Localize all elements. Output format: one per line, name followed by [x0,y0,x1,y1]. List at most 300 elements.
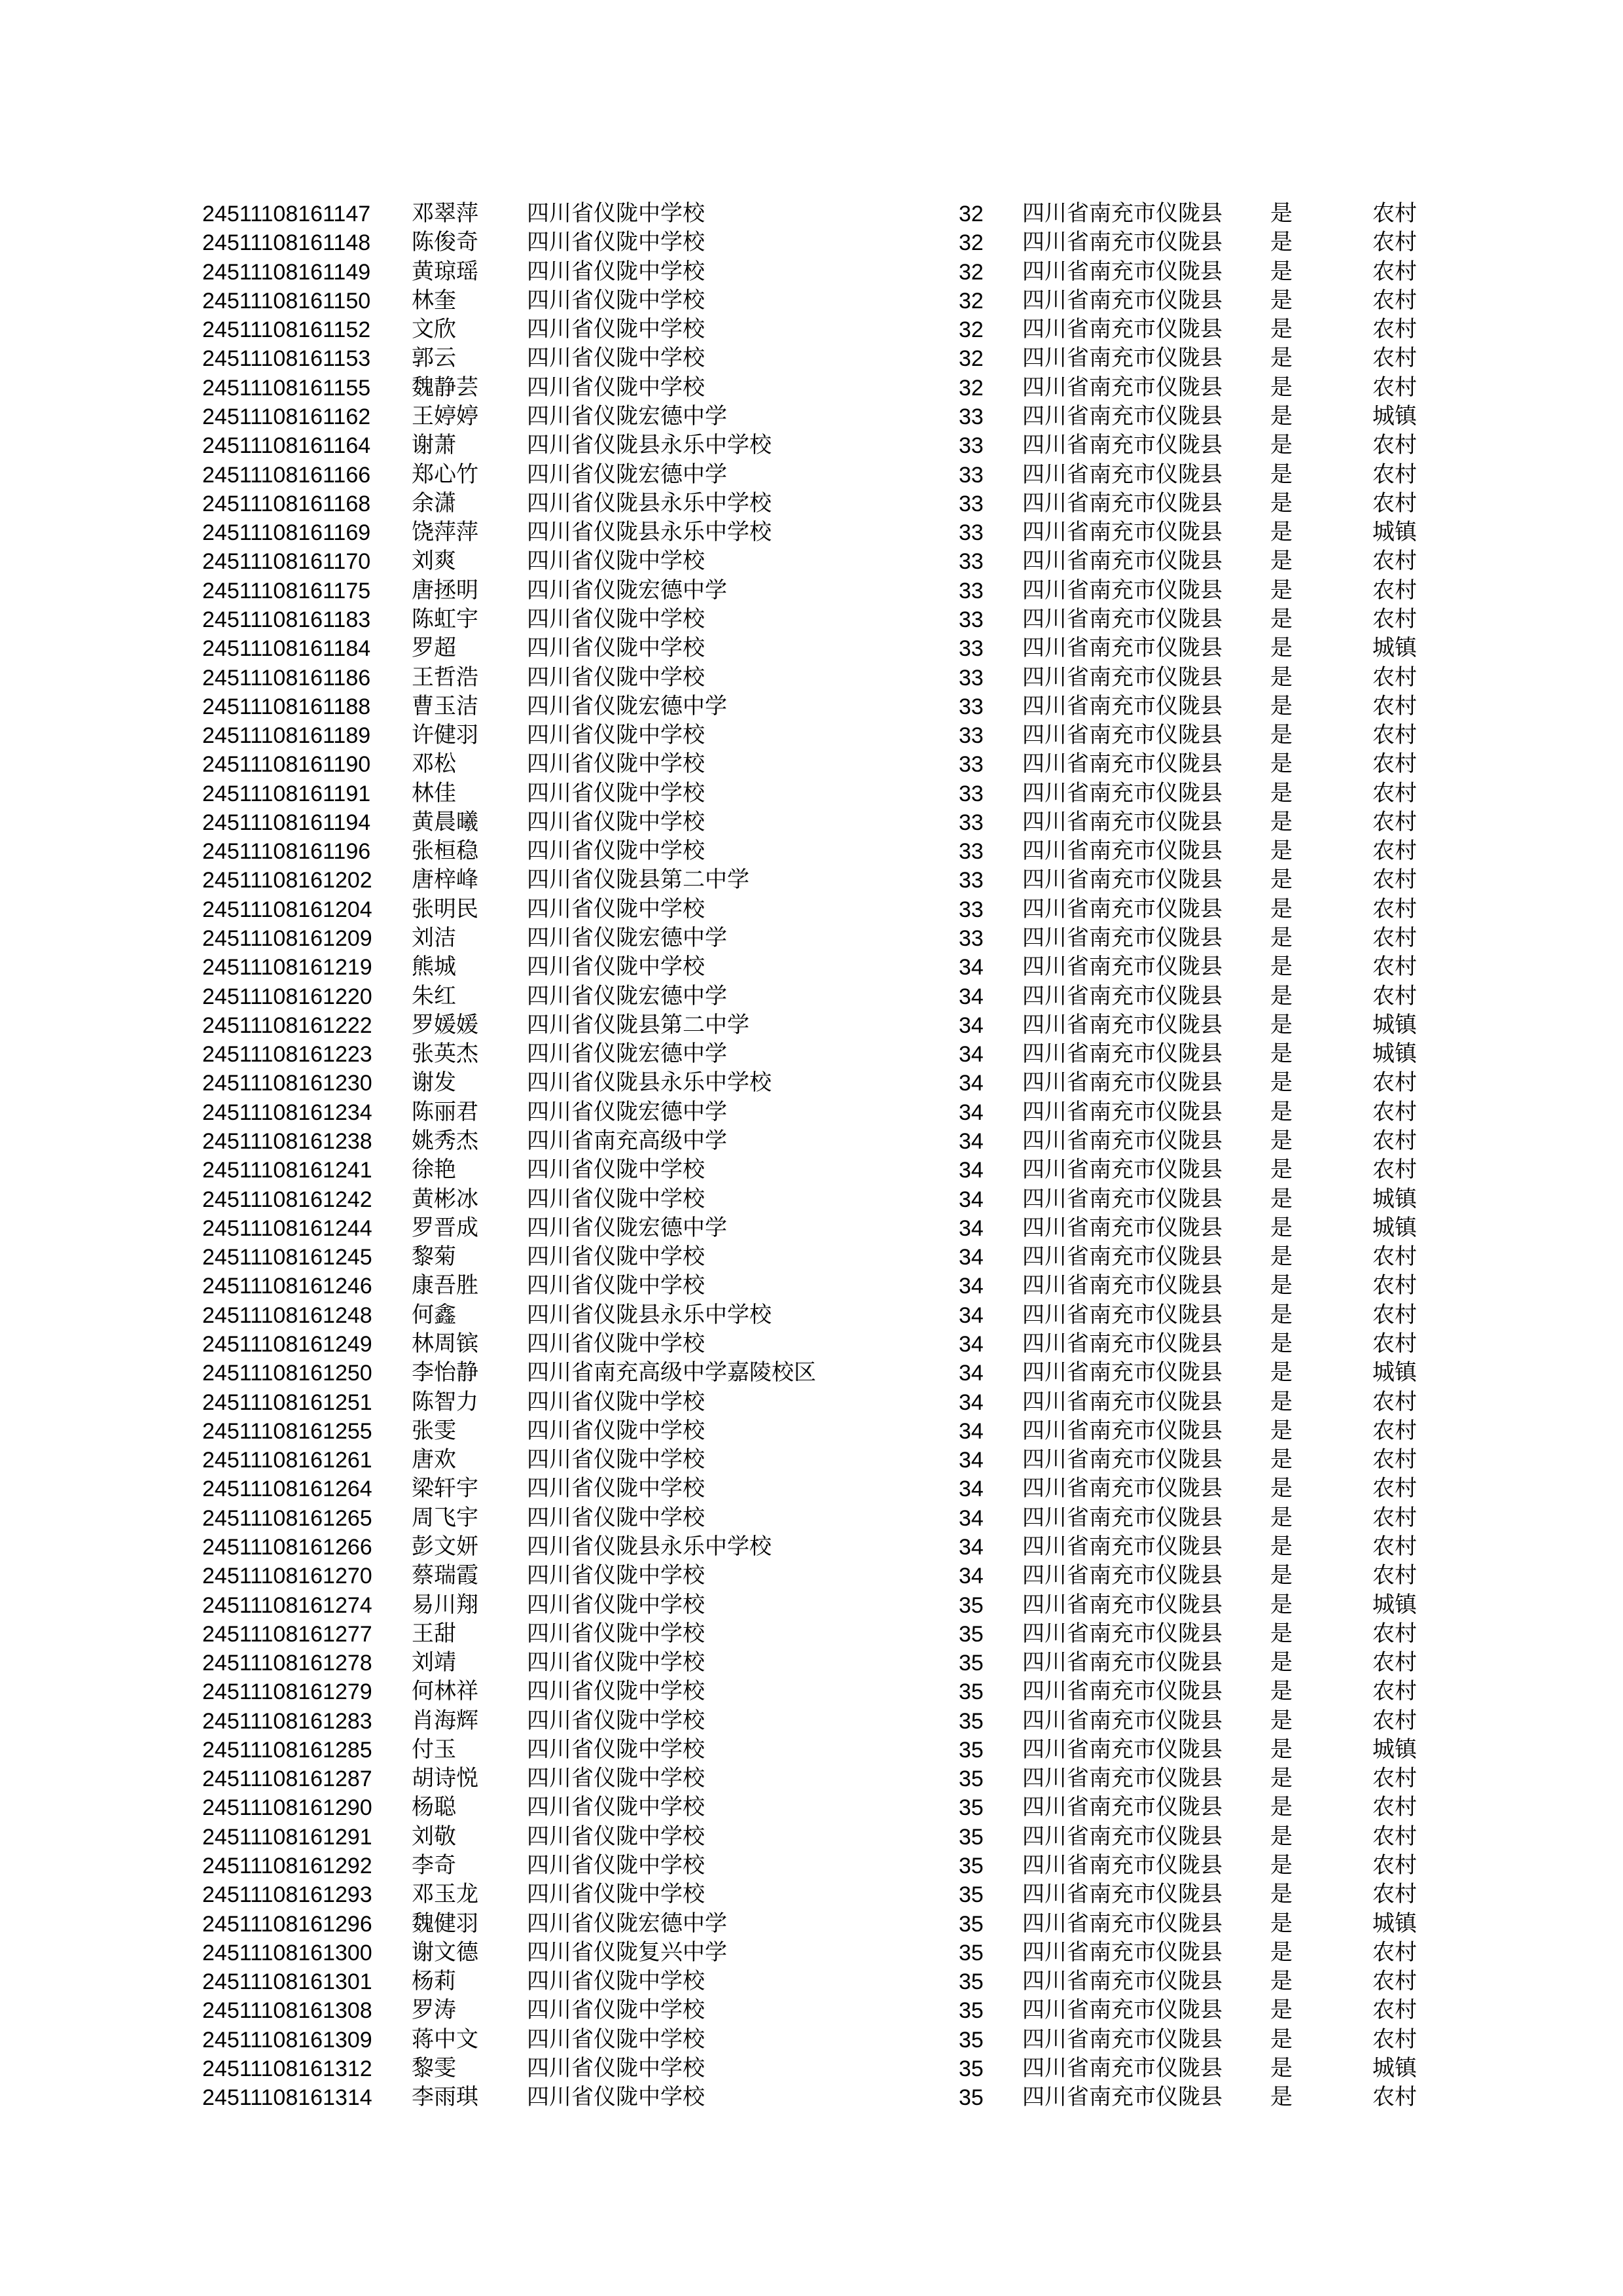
school-cell: 四川省仪陇中学校 [527,636,705,661]
student-name-cell: 张雯 [412,1418,456,1443]
student-id-cell: 24511108161296 [202,1911,372,1937]
student-name-cell: 林佳 [412,781,456,806]
flag-cell: 是 [1270,1679,1293,1704]
area-type-cell: 农村 [1372,491,1417,516]
table-row [0,1243,1623,1272]
school-cell: 四川省仪陇中学校 [527,346,705,371]
table-row [0,895,1623,924]
school-cell: 四川省仪陇中学校 [527,1331,705,1356]
flag-cell: 是 [1270,1767,1293,1791]
flag-cell: 是 [1270,694,1293,719]
school-cell: 四川省仪陇中学校 [527,1418,705,1443]
region-cell: 四川省南充市仪陇县 [1022,1882,1222,1907]
region-cell: 四川省南充市仪陇县 [1022,926,1222,951]
area-type-cell: 城镇 [1372,1361,1417,1386]
flag-cell: 是 [1270,1854,1293,1878]
score-cell: 32 [959,317,984,343]
student-id-cell: 24511108161149 [202,259,371,285]
table-row [0,1127,1623,1156]
region-cell: 四川省南充市仪陇县 [1022,202,1222,226]
student-id-cell: 24511108161264 [202,1477,372,1502]
school-cell: 四川省仪陇中学校 [527,1737,705,1762]
student-id-cell: 24511108161244 [202,1215,372,1241]
score-cell: 32 [959,375,984,401]
student-id-cell: 24511108161202 [202,868,372,893]
area-type-cell: 农村 [1372,926,1417,951]
table-row [0,1272,1623,1300]
area-type-cell: 农村 [1372,1795,1417,1820]
area-type-cell: 农村 [1372,230,1417,255]
school-cell: 四川省仪陇中学校 [527,1390,705,1414]
region-cell: 四川省南充市仪陇县 [1022,781,1222,806]
student-id-cell: 24511108161155 [202,375,371,401]
area-type-cell: 农村 [1372,1854,1417,1878]
student-name-cell: 王哲浩 [412,665,478,690]
student-id-cell: 24511108161270 [202,1564,372,1589]
student-id-cell: 24511108161219 [202,955,372,980]
student-id-cell: 24511108161170 [202,549,371,575]
student-name-cell: 罗晋成 [412,1215,478,1240]
student-id-cell: 24511108161283 [202,1708,372,1734]
area-type-cell: 农村 [1372,1331,1417,1356]
student-id-cell: 24511108161186 [202,665,371,691]
student-id-cell: 24511108161309 [202,2027,372,2053]
student-id-cell: 24511108161314 [202,2085,372,2111]
student-id-cell: 24511108161245 [202,1245,372,1270]
student-name-cell: 付玉 [412,1737,456,1762]
region-cell: 四川省南充市仪陇县 [1022,1854,1222,1878]
school-cell: 四川省南充高级中学 [527,1129,727,1153]
area-type-cell: 农村 [1372,868,1417,893]
student-name-cell: 郑心竹 [412,462,478,487]
flag-cell: 是 [1270,404,1293,429]
school-cell: 四川省仪陇县永乐中学校 [527,1071,772,1096]
student-name-cell: 曹玉洁 [412,694,478,719]
score-cell: 35 [959,1767,984,1792]
table-row [0,866,1623,895]
score-cell: 35 [959,1651,984,1676]
flag-cell: 是 [1270,1651,1293,1676]
area-type-cell: 农村 [1372,1679,1417,1704]
student-name-cell: 何鑫 [412,1302,456,1327]
region-cell: 四川省南充市仪陇县 [1022,259,1222,284]
region-cell: 四川省南充市仪陇县 [1022,1215,1222,1240]
flag-cell: 是 [1270,1129,1293,1153]
flag-cell: 是 [1270,1013,1293,1037]
table-row [0,2083,1623,2112]
region-cell: 四川省南充市仪陇县 [1022,1071,1222,1096]
student-name-cell: 陈智力 [412,1390,478,1414]
area-type-cell: 农村 [1372,1505,1417,1530]
region-cell: 四川省南充市仪陇县 [1022,230,1222,255]
area-type-cell: 农村 [1372,433,1417,458]
score-cell: 34 [959,1505,984,1531]
student-id-cell: 24511108161274 [202,1592,372,1618]
school-cell: 四川省仪陇县永乐中学校 [527,1534,772,1559]
student-name-cell: 熊城 [412,955,456,980]
table-row [0,1475,1623,1503]
score-cell: 34 [959,1013,984,1038]
score-cell: 33 [959,694,984,719]
score-cell: 35 [959,1824,984,1850]
flag-cell: 是 [1270,1215,1293,1240]
area-type-cell: 农村 [1372,665,1417,690]
table-row [0,461,1623,490]
area-type-cell: 农村 [1372,810,1417,834]
table-row [0,315,1623,344]
area-type-cell: 城镇 [1372,404,1417,429]
school-cell: 四川省仪陇县永乐中学校 [527,433,772,458]
score-cell: 34 [959,984,984,1009]
student-name-cell: 何林祥 [412,1679,478,1704]
school-cell: 四川省仪陇宏德中学 [527,1911,727,1936]
school-cell: 四川省仪陇县永乐中学校 [527,1302,772,1327]
student-id-cell: 24511108161266 [202,1534,372,1560]
student-name-cell: 徐艳 [412,1158,456,1183]
student-name-cell: 罗涛 [412,1998,456,2023]
area-type-cell: 农村 [1372,1100,1417,1124]
area-type-cell: 城镇 [1372,1215,1417,1240]
flag-cell: 是 [1270,2056,1293,2081]
area-type-cell: 农村 [1372,288,1417,313]
school-cell: 四川省仪陇宏德中学 [527,404,727,429]
region-cell: 四川省南充市仪陇县 [1022,1679,1222,1704]
student-id-cell: 24511108161150 [202,288,371,314]
school-cell: 四川省仪陇宏德中学 [527,926,727,951]
area-type-cell: 城镇 [1372,1042,1417,1067]
student-name-cell: 朱红 [412,984,456,1009]
student-name-cell: 黎菊 [412,1245,456,1270]
region-cell: 四川省南充市仪陇县 [1022,694,1222,719]
region-cell: 四川省南充市仪陇县 [1022,1592,1222,1617]
region-cell: 四川省南充市仪陇县 [1022,1187,1222,1211]
student-name-cell: 杨聪 [412,1795,456,1820]
student-name-cell: 李怡静 [412,1361,478,1386]
area-type-cell: 农村 [1372,1448,1417,1473]
area-type-cell: 农村 [1372,1274,1417,1299]
area-type-cell: 农村 [1372,317,1417,342]
flag-cell: 是 [1270,549,1293,574]
score-cell: 35 [959,1998,984,2024]
score-cell: 33 [959,781,984,806]
student-name-cell: 饶萍萍 [412,520,478,545]
score-cell: 34 [959,1564,984,1589]
student-id-cell: 24511108161241 [202,1158,372,1183]
region-cell: 四川省南充市仪陇县 [1022,897,1222,922]
school-cell: 四川省仪陇中学校 [527,1854,705,1878]
student-name-cell: 罗媛媛 [412,1013,478,1037]
table-row [0,1765,1623,1793]
table-row [0,721,1623,750]
score-cell: 32 [959,202,984,226]
school-cell: 四川省仪陇中学校 [527,259,705,284]
flag-cell: 是 [1270,926,1293,951]
student-name-cell: 刘靖 [412,1651,456,1676]
region-cell: 四川省南充市仪陇县 [1022,578,1222,603]
school-cell: 四川省仪陇中学校 [527,1767,705,1791]
student-id-cell: 24511108161194 [202,810,371,835]
student-name-cell: 陈俊奇 [412,230,478,255]
region-cell: 四川省南充市仪陇县 [1022,955,1222,980]
score-cell: 33 [959,810,984,835]
area-type-cell: 农村 [1372,259,1417,284]
table-row [0,924,1623,953]
student-id-cell: 24511108161290 [202,1795,372,1821]
flag-cell: 是 [1270,607,1293,632]
table-row [0,780,1623,808]
student-id-cell: 24511108161278 [202,1651,372,1676]
student-id-cell: 24511108161251 [202,1390,372,1415]
flag-cell: 是 [1270,1882,1293,1907]
school-cell: 四川省仪陇宏德中学 [527,694,727,719]
region-cell: 四川省南充市仪陇县 [1022,1361,1222,1386]
region-cell: 四川省南充市仪陇县 [1022,520,1222,545]
region-cell: 四川省南充市仪陇县 [1022,636,1222,661]
score-cell: 33 [959,839,984,865]
area-type-cell: 城镇 [1372,1013,1417,1037]
score-cell: 32 [959,346,984,372]
school-cell: 四川省仪陇县第二中学 [527,868,749,893]
student-id-cell: 24511108161223 [202,1042,372,1067]
region-cell: 四川省南充市仪陇县 [1022,665,1222,690]
student-name-cell: 唐梓峰 [412,868,478,893]
flag-cell: 是 [1270,1390,1293,1414]
score-cell: 34 [959,1129,984,1154]
table-row [0,1967,1623,1996]
flag-cell: 是 [1270,1592,1293,1617]
student-name-cell: 周飞宇 [412,1505,478,1530]
region-cell: 四川省南充市仪陇县 [1022,1245,1222,1270]
student-id-cell: 24511108161169 [202,520,371,546]
student-id-cell: 24511108161191 [202,781,371,806]
flag-cell: 是 [1270,1621,1293,1646]
area-type-cell: 农村 [1372,1158,1417,1183]
area-type-cell: 城镇 [1372,2056,1417,2081]
student-name-cell: 肖海辉 [412,1708,478,1733]
score-cell: 34 [959,1042,984,1067]
school-cell: 四川省仪陇宏德中学 [527,984,727,1009]
area-type-cell: 农村 [1372,549,1417,574]
table-row [0,403,1623,431]
table-row [0,1562,1623,1590]
region-cell: 四川省南充市仪陇县 [1022,1013,1222,1037]
student-name-cell: 唐拯明 [412,578,478,603]
student-name-cell: 邓玉龙 [412,1882,478,1907]
table-row [0,228,1623,257]
table-row [0,1214,1623,1243]
flag-cell: 是 [1270,230,1293,255]
student-name-cell: 黎雯 [412,2056,456,2081]
school-cell: 四川省仪陇中学校 [527,1679,705,1704]
score-cell: 33 [959,520,984,546]
area-type-cell: 农村 [1372,1534,1417,1559]
school-cell: 四川省南充高级中学嘉陵校区 [527,1361,816,1386]
student-id-cell: 24511108161265 [202,1505,372,1531]
area-type-cell: 农村 [1372,1940,1417,1965]
flag-cell: 是 [1270,1477,1293,1501]
table-row [0,258,1623,287]
score-cell: 35 [959,1679,984,1705]
area-type-cell: 城镇 [1372,1911,1417,1936]
student-name-cell: 李雨琪 [412,2085,478,2110]
region-cell: 四川省南充市仪陇县 [1022,1129,1222,1153]
student-name-cell: 杨莉 [412,1969,456,1994]
score-cell: 35 [959,1911,984,1937]
flag-cell: 是 [1270,2085,1293,2110]
school-cell: 四川省仪陇复兴中学 [527,1940,727,1965]
school-cell: 四川省仪陇中学校 [527,1969,705,1994]
region-cell: 四川省南充市仪陇县 [1022,375,1222,400]
student-name-cell: 王甜 [412,1621,456,1646]
student-name-cell: 唐欢 [412,1448,456,1473]
score-cell: 34 [959,1158,984,1183]
table-row [0,1069,1623,1098]
region-cell: 四川省南充市仪陇县 [1022,752,1222,777]
score-cell: 34 [959,1361,984,1386]
area-type-cell: 农村 [1372,1651,1417,1676]
region-cell: 四川省南充市仪陇县 [1022,1767,1222,1791]
region-cell: 四川省南充市仪陇县 [1022,2027,1222,2052]
table-row [0,1620,1623,1649]
score-cell: 34 [959,1215,984,1241]
school-cell: 四川省仪陇中学校 [527,1564,705,1588]
flag-cell: 是 [1270,984,1293,1009]
region-cell: 四川省南充市仪陇县 [1022,1100,1222,1124]
table-row [0,518,1623,547]
school-cell: 四川省仪陇中学校 [527,1651,705,1676]
score-cell: 35 [959,1854,984,1879]
area-type-cell: 农村 [1372,607,1417,632]
student-id-cell: 24511108161287 [202,1767,372,1792]
student-name-cell: 陈虹宇 [412,607,478,632]
student-id-cell: 24511108161184 [202,636,371,662]
student-name-cell: 谢发 [412,1071,456,1096]
flag-cell: 是 [1270,636,1293,661]
student-name-cell: 黄晨曦 [412,810,478,834]
school-cell: 四川省仪陇中学校 [527,1882,705,1907]
score-cell: 34 [959,1534,984,1560]
region-cell: 四川省南充市仪陇县 [1022,549,1222,574]
flag-cell: 是 [1270,1302,1293,1327]
table-row [0,1996,1623,2025]
score-cell: 34 [959,1331,984,1357]
region-cell: 四川省南充市仪陇县 [1022,1302,1222,1327]
flag-cell: 是 [1270,288,1293,313]
table-row [0,982,1623,1011]
table-row [0,547,1623,576]
student-id-cell: 24511108161300 [202,1940,372,1965]
flag-cell: 是 [1270,1534,1293,1559]
flag-cell: 是 [1270,1100,1293,1124]
region-cell: 四川省南充市仪陇县 [1022,1331,1222,1356]
student-name-cell: 梁轩宇 [412,1477,478,1501]
table-row [0,1533,1623,1562]
area-type-cell: 农村 [1372,839,1417,864]
score-cell: 35 [959,2027,984,2053]
student-id-cell: 24511108161204 [202,897,372,922]
school-cell: 四川省仪陇中学校 [527,1621,705,1646]
flag-cell: 是 [1270,665,1293,690]
flag-cell: 是 [1270,1737,1293,1762]
school-cell: 四川省仪陇县永乐中学校 [527,491,772,516]
area-type-cell: 农村 [1372,752,1417,777]
student-id-cell: 24511108161183 [202,607,371,632]
score-cell: 34 [959,1100,984,1125]
student-name-cell: 林周镔 [412,1331,478,1356]
flag-cell: 是 [1270,578,1293,603]
student-id-cell: 24511108161291 [202,1824,372,1850]
school-cell: 四川省仪陇中学校 [527,1998,705,2023]
table-row [0,374,1623,403]
school-cell: 四川省仪陇中学校 [527,810,705,834]
student-name-cell: 罗超 [412,636,456,661]
score-cell: 33 [959,607,984,632]
student-id-cell: 24511108161230 [202,1071,372,1096]
school-cell: 四川省仪陇中学校 [527,665,705,690]
table-row [0,1040,1623,1069]
student-name-cell: 姚秀杰 [412,1129,478,1153]
table-row [0,200,1623,228]
school-cell: 四川省仪陇中学校 [527,1187,705,1211]
score-cell: 33 [959,868,984,893]
school-cell: 四川省仪陇宏德中学 [527,1042,727,1067]
student-id-cell: 24511108161255 [202,1418,372,1444]
student-name-cell: 陈丽君 [412,1100,478,1124]
score-cell: 33 [959,549,984,575]
table-row [0,1301,1623,1330]
flag-cell: 是 [1270,723,1293,748]
score-cell: 35 [959,1708,984,1734]
region-cell: 四川省南充市仪陇县 [1022,1564,1222,1588]
table-row [0,692,1623,721]
student-id-cell: 24511108161168 [202,491,371,516]
student-name-cell: 蔡瑞霞 [412,1564,478,1588]
table-row [0,344,1623,373]
student-name-cell: 彭文妍 [412,1534,478,1559]
school-cell: 四川省仪陇宏德中学 [527,462,727,487]
score-cell: 34 [959,1418,984,1444]
area-type-cell: 农村 [1372,897,1417,922]
flag-cell: 是 [1270,259,1293,284]
region-cell: 四川省南充市仪陇县 [1022,839,1222,864]
score-cell: 33 [959,578,984,603]
school-cell: 四川省仪陇县第二中学 [527,1013,749,1037]
region-cell: 四川省南充市仪陇县 [1022,1651,1222,1676]
student-id-cell: 24511108161250 [202,1361,372,1386]
region-cell: 四川省南充市仪陇县 [1022,491,1222,516]
student-name-cell: 张明民 [412,897,478,922]
area-type-cell: 农村 [1372,1477,1417,1501]
table-row [0,287,1623,315]
area-type-cell: 农村 [1372,1390,1417,1414]
school-cell: 四川省仪陇中学校 [527,1274,705,1299]
student-name-cell: 邓翠萍 [412,202,478,226]
student-name-cell: 文欣 [412,317,456,342]
score-cell: 35 [959,1795,984,1821]
flag-cell: 是 [1270,1187,1293,1211]
student-name-cell: 谢萧 [412,433,456,458]
flag-cell: 是 [1270,1042,1293,1067]
flag-cell: 是 [1270,2027,1293,2052]
area-type-cell: 城镇 [1372,1187,1417,1211]
school-cell: 四川省仪陇宏德中学 [527,1215,727,1240]
area-type-cell: 农村 [1372,1882,1417,1907]
score-cell: 33 [959,723,984,749]
region-cell: 四川省南充市仪陇县 [1022,1274,1222,1299]
area-type-cell: 农村 [1372,1969,1417,1994]
region-cell: 四川省南充市仪陇县 [1022,404,1222,429]
region-cell: 四川省南充市仪陇县 [1022,1448,1222,1473]
